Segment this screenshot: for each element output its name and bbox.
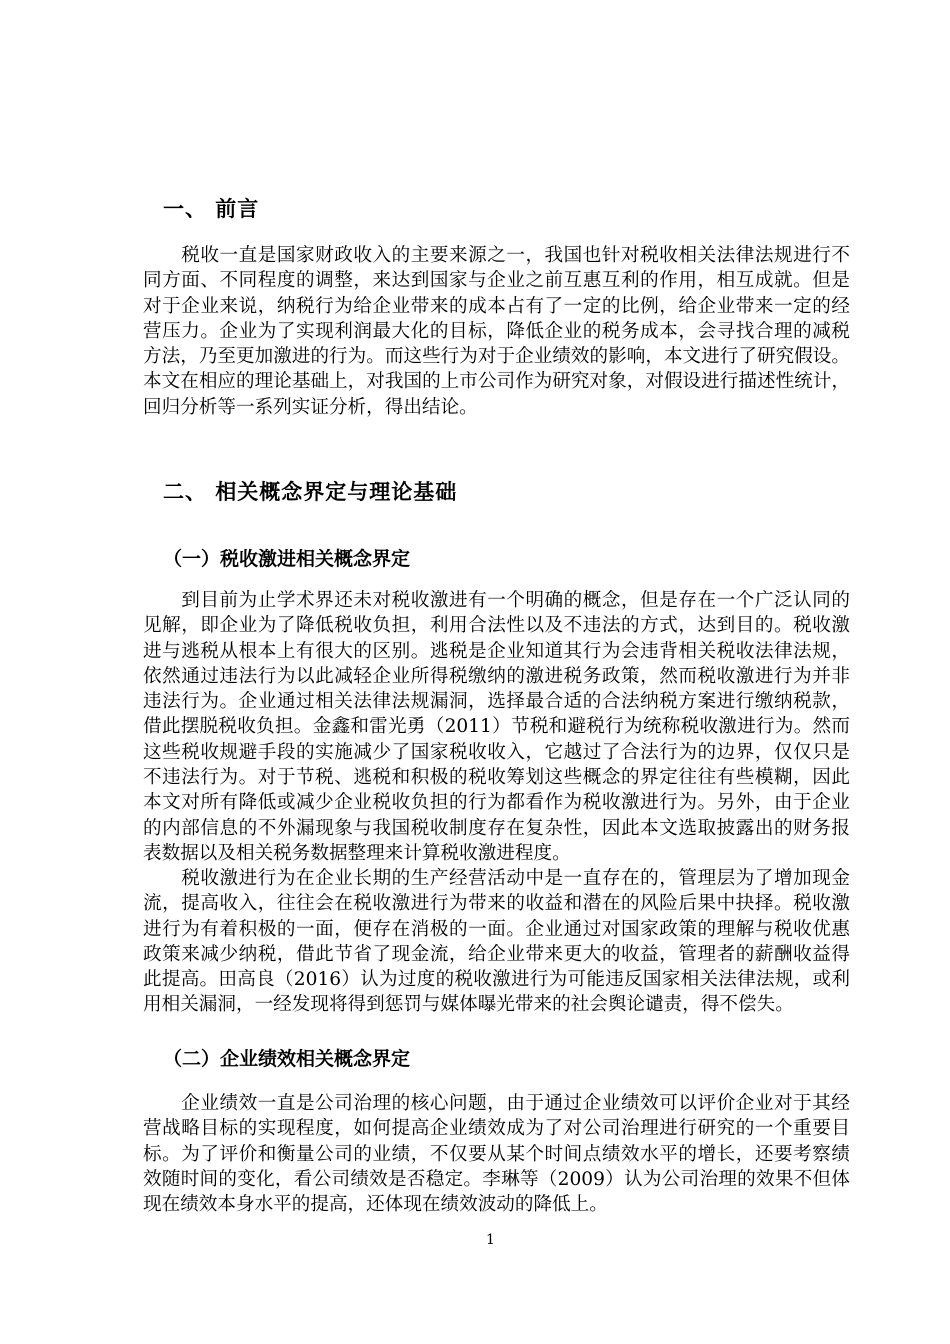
- text-line: 现在绩效本身水平的提高，还体现在绩效波动的降低上。: [143, 1194, 608, 1216]
- text-line: 营战略目标的实现程度，如何提高企业绩效成为了对公司治理进行研究的一个重要目: [143, 1118, 850, 1140]
- text-line: 方法，乃至更加激进的行为。而这些行为对于企业绩效的影响，本文进行了研究假设。: [143, 346, 850, 368]
- text-line: 企业绩效一直是公司治理的核心问题，由于通过企业绩效可以评价企业对于其经: [143, 1093, 850, 1114]
- text-line: 标。为了评价和衡量公司的业绩，不仅要从某个时间点绩效水平的增长，还要考察绩: [143, 1143, 850, 1165]
- text-line: 到目前为止学术界还未对税收激进有一个明确的概念，但是存在一个广泛认同的: [143, 590, 850, 611]
- text-line: 这些税收规避手段的实施减少了国家税收收入，它越过了合法行为的边界，仅仅只是: [143, 741, 850, 763]
- text-line: 违法行为。企业通过相关法律法规漏洞，选择最合适的合法纳税方案进行缴纳税款，: [143, 691, 850, 713]
- text-line: 本文在相应的理论基础上，对我国的上市公司作为研究对象，对假设进行描述性统计，: [143, 371, 850, 393]
- text-line: 政策来减少纳税，借此节省了现金流，给企业带来更大的收益，管理者的薪酬收益得: [143, 943, 850, 965]
- text-line: 进行为有着积极的一面，便存在消极的一面。企业通过对国家政策的理解与税收优惠: [143, 918, 850, 940]
- text-line: 用相关漏洞，一经发现将得到惩罚与媒体曝光带来的社会舆论谴责，得不偿失。: [143, 994, 794, 1016]
- section-heading-concepts: 二、 相关概念界定与理论基础: [163, 480, 458, 504]
- text-line: 此提高。田高良（2016）认为过度的税收激进行为可能违反国家相关法律法规，或利: [143, 969, 850, 991]
- text-line: 回归分析等一系列实证分析，得出结论。: [143, 396, 478, 418]
- subsection-heading-tax-aggressiveness: （一）税收激进相关概念界定: [163, 548, 411, 570]
- text-line: 税收一直是国家财政收入的主要来源之一，我国也针对税收相关法律法规进行不: [143, 245, 850, 266]
- subsection-heading-performance: （二）企业绩效相关概念界定: [163, 1048, 411, 1070]
- text-line: 同方面、不同程度的调整，来达到国家与企业之前互惠互利的作用，相互成就。但是: [143, 270, 850, 292]
- text-line: 对于企业来说，纳税行为给企业带来的成本占有了一定的比例，给企业带来一定的经: [143, 295, 850, 317]
- text-line: 的内部信息的不外漏现象与我国税收制度存在复杂性，因此本文选取披露出的财务报: [143, 817, 850, 839]
- paragraph-performance-definition: [143, 1091, 850, 1217]
- paragraph-preface: [143, 243, 850, 420]
- text-line: 税收激进行为在企业长期的生产经营活动中是一直存在的，管理层为了增加现金: [143, 868, 850, 889]
- section-heading-preface: 一、 前言: [163, 197, 260, 221]
- page-number: 1: [486, 1232, 495, 1248]
- paragraph-tax-aggressiveness-definition: [143, 588, 850, 866]
- paragraph-tax-aggressiveness-effects: [143, 866, 850, 1018]
- text-line: 借此摆脱税收负担。金鑫和雷光勇（2011）节税和避税行为统称税收激进行为。然而: [143, 716, 850, 738]
- text-line: 效随时间的变化，看公司绩效是否稳定。李琳等（2009）认为公司治理的效果不但体: [143, 1168, 850, 1190]
- text-line: 营压力。企业为了实现利润最大化的目标，降低企业的税务成本，会寻找合理的减税: [143, 320, 850, 342]
- text-line: 进与逃税从根本上有很大的区别。逃税是企业知道其行为会违背相关税收法律法规，: [143, 640, 850, 662]
- text-line: 流，提高收入，往往会在税收激进行为带来的收益和潜在的风险后果中抉择。税收激: [143, 893, 850, 915]
- text-line: 表数据以及相关税务数据整理来计算税收激进程度。: [143, 842, 571, 864]
- text-line: 见解，即企业为了降低税收负担，利用合法性以及不违法的方式，达到目的。税收激: [143, 615, 850, 637]
- text-line: 不违法行为。对于节税、逃税和积极的税收筹划这些概念的界定往往有些模糊，因此: [143, 767, 850, 789]
- text-line: 本文对所有降低或减少企业税收负担的行为都看作为税收激进行为。另外，由于企业: [143, 792, 850, 814]
- text-line: 依然通过违法行为以此减轻企业所得税缴纳的激进税务政策，然而税收激进行为并非: [143, 665, 850, 687]
